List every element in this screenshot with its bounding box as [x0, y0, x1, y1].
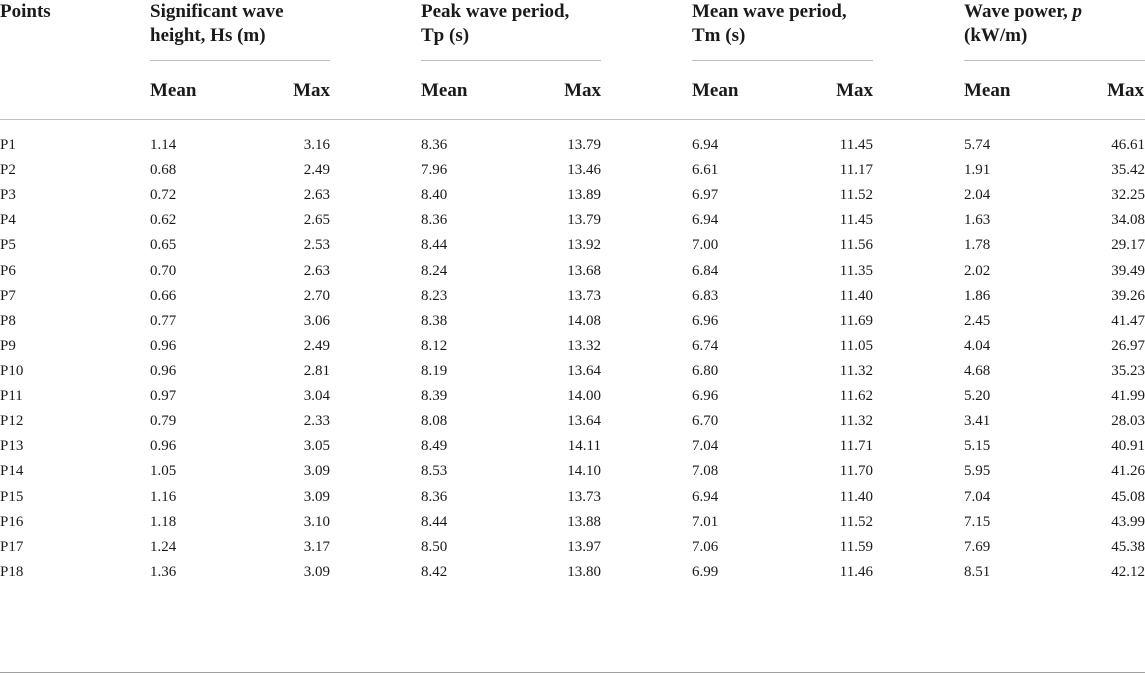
mean-value-cell: 2.02 — [964, 262, 991, 279]
column-gap — [330, 133, 421, 158]
column-gap — [601, 158, 692, 183]
mean-value-cell: 0.79 — [150, 413, 177, 430]
max-value-cell: 14.11 — [567, 438, 601, 455]
point-cell: P7 — [0, 287, 16, 304]
mean-value-cell: 1.05 — [150, 463, 177, 480]
max-value-cell: 13.92 — [567, 237, 601, 254]
point-cell: P5 — [0, 237, 16, 254]
point-cell: P8 — [0, 312, 16, 329]
mean-value-cell: 0.96 — [150, 438, 177, 455]
mean-value-cell: 4.68 — [964, 363, 991, 380]
max-value-cell: 2.63 — [303, 187, 330, 204]
table-row — [0, 309, 1145, 334]
mean-value-cell: 0.66 — [150, 287, 177, 304]
max-value-cell: 28.03 — [1111, 413, 1145, 430]
mean-value-cell: 1.91 — [964, 162, 991, 179]
column-gap — [873, 133, 964, 158]
mean-value-cell: 1.14 — [150, 137, 177, 154]
column-gap — [873, 158, 964, 183]
table-row — [0, 259, 1145, 284]
column-gap — [601, 133, 692, 158]
mean-value-cell: 5.15 — [964, 438, 991, 455]
subheader-mean: Mean — [964, 80, 1011, 101]
max-value-cell: 11.71 — [839, 438, 873, 455]
max-value-cell: 2.49 — [303, 162, 330, 179]
max-value-cell: 11.62 — [839, 388, 873, 405]
column-gap — [873, 510, 964, 535]
point-cell: P13 — [0, 438, 24, 455]
max-value-cell: 29.17 — [1111, 237, 1145, 254]
max-value-cell: 13.73 — [567, 287, 601, 304]
point-cell: P10 — [0, 363, 24, 380]
mean-value-cell: 8.19 — [421, 363, 448, 380]
max-value-cell: 11.32 — [839, 363, 873, 380]
mean-value-cell: 0.72 — [150, 187, 177, 204]
mean-value-cell: 8.42 — [421, 563, 448, 580]
max-value-cell: 13.80 — [567, 563, 601, 580]
max-value-cell: 39.26 — [1111, 287, 1145, 304]
max-value-cell: 11.59 — [839, 538, 873, 555]
column-gap — [330, 434, 421, 459]
mean-value-cell: 5.74 — [964, 137, 991, 154]
mean-value-cell: 7.06 — [692, 538, 719, 555]
mean-value-cell: 7.69 — [964, 538, 991, 555]
max-value-cell: 11.46 — [839, 563, 873, 580]
column-gap — [873, 409, 964, 434]
point-cell: P18 — [0, 563, 24, 580]
mean-value-cell: 8.39 — [421, 388, 448, 405]
table-row — [0, 409, 1145, 434]
max-value-cell: 13.97 — [567, 538, 601, 555]
mean-value-cell: 7.15 — [964, 513, 991, 530]
mean-value-cell: 8.44 — [421, 513, 448, 530]
mean-value-cell: 0.65 — [150, 237, 177, 254]
max-value-cell: 13.64 — [567, 413, 601, 430]
subheader-mean: Mean — [692, 80, 739, 101]
max-value-cell: 13.79 — [567, 212, 601, 229]
max-value-cell: 11.70 — [839, 463, 873, 480]
max-value-cell: 3.05 — [303, 438, 330, 455]
subheader-max: Max — [293, 80, 330, 101]
max-value-cell: 11.32 — [839, 413, 873, 430]
column-gap — [601, 309, 692, 334]
column-gap — [330, 259, 421, 284]
mean-value-cell: 1.16 — [150, 488, 177, 505]
column-gap — [873, 208, 964, 233]
subheader-max: Max — [564, 80, 601, 101]
point-cell: P6 — [0, 262, 16, 279]
max-value-cell: 13.46 — [567, 162, 601, 179]
column-gap — [873, 434, 964, 459]
column-gap — [601, 434, 692, 459]
mean-value-cell: 6.83 — [692, 287, 719, 304]
max-value-cell: 11.40 — [839, 287, 873, 304]
point-cell: P4 — [0, 212, 16, 229]
column-gap — [601, 510, 692, 535]
mean-value-cell: 8.40 — [421, 187, 448, 204]
mean-value-cell: 1.86 — [964, 287, 991, 304]
column-gap — [330, 284, 421, 309]
header-bottom-rule — [0, 119, 1145, 120]
column-gap — [601, 560, 692, 585]
mean-value-cell: 0.96 — [150, 337, 177, 354]
table-row — [0, 133, 1145, 158]
column-gap — [601, 359, 692, 384]
mean-value-cell: 6.70 — [692, 413, 719, 430]
column-gap — [330, 535, 421, 560]
mean-value-cell: 8.36 — [421, 488, 448, 505]
mean-value-cell: 8.12 — [421, 337, 448, 354]
column-gap — [873, 459, 964, 484]
mean-value-cell: 7.08 — [692, 463, 719, 480]
column-gap — [330, 334, 421, 359]
mean-value-cell: 0.96 — [150, 363, 177, 380]
table-row — [0, 334, 1145, 359]
mean-value-cell: 8.38 — [421, 312, 448, 329]
mean-value-cell: 8.24 — [421, 262, 448, 279]
max-value-cell: 13.32 — [567, 337, 601, 354]
max-value-cell: 39.49 — [1111, 262, 1145, 279]
mean-value-cell: 4.04 — [964, 337, 991, 354]
max-value-cell: 13.89 — [567, 187, 601, 204]
mean-value-cell: 3.41 — [964, 413, 991, 430]
max-value-cell: 41.26 — [1111, 463, 1145, 480]
mean-value-cell: 6.80 — [692, 363, 719, 380]
table-row — [0, 535, 1145, 560]
column-gap — [601, 284, 692, 309]
column-gap — [330, 485, 421, 510]
column-gap — [330, 208, 421, 233]
max-value-cell: 11.52 — [839, 513, 873, 530]
max-value-cell: 13.64 — [567, 363, 601, 380]
column-gap — [601, 384, 692, 409]
max-value-cell: 2.70 — [303, 287, 330, 304]
column-gap — [873, 309, 964, 334]
max-value-cell: 3.16 — [303, 137, 330, 154]
mean-value-cell: 6.96 — [692, 312, 719, 329]
point-cell: P3 — [0, 187, 16, 204]
table-row — [0, 233, 1145, 258]
point-cell: P16 — [0, 513, 24, 530]
max-value-cell: 14.00 — [567, 388, 601, 405]
table-row — [0, 208, 1145, 233]
mean-value-cell: 6.94 — [692, 488, 719, 505]
max-value-cell: 11.45 — [839, 137, 873, 154]
subheader-mean: Mean — [150, 80, 197, 101]
max-value-cell: 46.61 — [1111, 137, 1145, 154]
mean-value-cell: 1.78 — [964, 237, 991, 254]
mean-value-cell: 7.01 — [692, 513, 719, 530]
column-gap — [601, 334, 692, 359]
max-value-cell: 14.08 — [567, 312, 601, 329]
table-row — [0, 158, 1145, 183]
column-gap — [330, 510, 421, 535]
mean-value-cell: 1.18 — [150, 513, 177, 530]
mean-value-cell: 8.36 — [421, 137, 448, 154]
max-value-cell: 11.56 — [839, 237, 873, 254]
max-value-cell: 11.52 — [839, 187, 873, 204]
table-row — [0, 359, 1145, 384]
max-value-cell: 34.08 — [1111, 212, 1145, 229]
max-value-cell: 35.23 — [1111, 363, 1145, 380]
max-value-cell: 11.40 — [839, 488, 873, 505]
column-gap — [873, 334, 964, 359]
max-value-cell: 11.17 — [839, 162, 873, 179]
column-gap — [601, 409, 692, 434]
max-value-cell: 45.08 — [1111, 488, 1145, 505]
max-value-cell: 2.63 — [303, 262, 330, 279]
mean-value-cell: 8.44 — [421, 237, 448, 254]
point-cell: P15 — [0, 488, 24, 505]
table-row — [0, 459, 1145, 484]
max-value-cell: 13.88 — [567, 513, 601, 530]
data-table-body — [0, 133, 1145, 585]
max-value-cell: 26.97 — [1111, 337, 1145, 354]
max-value-cell: 2.33 — [303, 413, 330, 430]
column-gap — [601, 485, 692, 510]
column-gap — [601, 535, 692, 560]
max-value-cell: 2.65 — [303, 212, 330, 229]
column-gap — [601, 183, 692, 208]
mean-value-cell: 7.00 — [692, 237, 719, 254]
column-gap — [330, 384, 421, 409]
column-gap — [873, 359, 964, 384]
mean-value-cell: 1.24 — [150, 538, 177, 555]
mean-value-cell: 0.77 — [150, 312, 177, 329]
mean-value-cell: 5.95 — [964, 463, 991, 480]
point-cell: P9 — [0, 337, 16, 354]
max-value-cell: 2.53 — [303, 237, 330, 254]
table-row — [0, 384, 1145, 409]
max-value-cell: 42.12 — [1111, 563, 1145, 580]
max-value-cell: 3.17 — [303, 538, 330, 555]
point-cell: P2 — [0, 162, 16, 179]
column-gap — [873, 259, 964, 284]
max-value-cell: 45.38 — [1111, 538, 1145, 555]
column-gap — [873, 183, 964, 208]
table-row — [0, 560, 1145, 585]
mean-value-cell: 0.97 — [150, 388, 177, 405]
mean-value-cell: 7.04 — [692, 438, 719, 455]
point-cell: P1 — [0, 137, 16, 154]
max-value-cell: 3.09 — [303, 463, 330, 480]
mean-value-cell: 2.45 — [964, 312, 991, 329]
mean-value-cell: 7.04 — [964, 488, 991, 505]
column-gap — [873, 384, 964, 409]
column-gap — [601, 233, 692, 258]
mean-value-cell: 0.68 — [150, 162, 177, 179]
column-gap — [873, 233, 964, 258]
mean-value-cell: 6.61 — [692, 162, 719, 179]
mean-value-cell: 1.63 — [964, 212, 991, 229]
column-gap — [873, 485, 964, 510]
mean-value-cell: 2.04 — [964, 187, 991, 204]
max-value-cell: 3.09 — [303, 488, 330, 505]
column-gap — [601, 259, 692, 284]
subheader-max: Max — [836, 80, 873, 101]
mean-value-cell: 8.36 — [421, 212, 448, 229]
max-value-cell: 11.35 — [839, 262, 873, 279]
max-value-cell: 41.47 — [1111, 312, 1145, 329]
mean-value-cell: 6.99 — [692, 563, 719, 580]
column-gap — [873, 535, 964, 560]
mean-value-cell: 8.50 — [421, 538, 448, 555]
column-gap — [601, 208, 692, 233]
mean-value-cell: 5.20 — [964, 388, 991, 405]
group-rule — [692, 60, 873, 61]
points-column-header: Points — [0, 1, 51, 22]
column-gap — [330, 560, 421, 585]
mean-value-cell: 1.36 — [150, 563, 177, 580]
group-rule — [964, 60, 1145, 61]
max-value-cell: 3.10 — [303, 513, 330, 530]
subheader-mean: Mean — [421, 80, 468, 101]
column-gap — [601, 459, 692, 484]
header-wave-power — [964, 0, 1082, 48]
max-value-cell: 11.45 — [839, 212, 873, 229]
max-value-cell: 3.04 — [303, 388, 330, 405]
point-cell: P17 — [0, 538, 24, 555]
subheader-max: Max — [1107, 80, 1144, 101]
mean-value-cell: 8.08 — [421, 413, 448, 430]
column-gap — [330, 459, 421, 484]
max-value-cell: 11.05 — [839, 337, 873, 354]
point-cell: P11 — [0, 388, 23, 405]
max-value-cell: 32.25 — [1111, 187, 1145, 204]
mean-value-cell: 6.97 — [692, 187, 719, 204]
group-rule — [150, 60, 330, 61]
column-gap — [330, 158, 421, 183]
mean-value-cell: 6.84 — [692, 262, 719, 279]
max-value-cell: 13.68 — [567, 262, 601, 279]
point-cell: P14 — [0, 463, 24, 480]
table-row — [0, 183, 1145, 208]
column-gap — [330, 233, 421, 258]
column-gap — [873, 560, 964, 585]
mean-value-cell: 0.70 — [150, 262, 177, 279]
mean-value-cell: 6.94 — [692, 137, 719, 154]
max-value-cell: 43.99 — [1111, 513, 1145, 530]
header-significant-wave-height: Significant wave height, Hs (m) — [150, 1, 284, 46]
max-value-cell: 3.06 — [303, 312, 330, 329]
header-mean-wave-period: Mean wave period, Tm (s) — [692, 1, 847, 46]
header-wave-power-symbol: p — [1072, 1, 1083, 22]
max-value-cell: 35.42 — [1111, 162, 1145, 179]
group-rule — [421, 60, 601, 61]
mean-value-cell: 8.49 — [421, 438, 448, 455]
column-gap — [330, 409, 421, 434]
column-gap — [330, 359, 421, 384]
header-wave-power-unit: (kW/m) — [964, 25, 1028, 46]
table-row — [0, 510, 1145, 535]
mean-value-cell: 8.51 — [964, 563, 991, 580]
mean-value-cell: 0.62 — [150, 212, 177, 229]
table-row — [0, 284, 1145, 309]
max-value-cell: 14.10 — [567, 463, 601, 480]
column-gap — [873, 284, 964, 309]
point-cell: P12 — [0, 413, 24, 430]
max-value-cell: 13.73 — [567, 488, 601, 505]
mean-value-cell: 6.94 — [692, 212, 719, 229]
max-value-cell: 3.09 — [303, 563, 330, 580]
max-value-cell: 11.69 — [839, 312, 873, 329]
column-gap — [330, 183, 421, 208]
table-row — [0, 485, 1145, 510]
max-value-cell: 41.99 — [1111, 388, 1145, 405]
mean-value-cell: 7.96 — [421, 162, 448, 179]
header-wave-power-text: Wave power, — [964, 1, 1073, 22]
mean-value-cell: 6.74 — [692, 337, 719, 354]
table-bottom-rule — [0, 672, 1145, 673]
max-value-cell: 2.81 — [303, 363, 330, 380]
column-gap — [330, 309, 421, 334]
mean-value-cell: 6.96 — [692, 388, 719, 405]
mean-value-cell: 8.53 — [421, 463, 448, 480]
max-value-cell: 40.91 — [1111, 438, 1145, 455]
max-value-cell: 13.79 — [567, 137, 601, 154]
header-peak-wave-period: Peak wave period, Tp (s) — [421, 1, 570, 46]
table-row — [0, 434, 1145, 459]
max-value-cell: 2.49 — [303, 337, 330, 354]
mean-value-cell: 8.23 — [421, 287, 448, 304]
